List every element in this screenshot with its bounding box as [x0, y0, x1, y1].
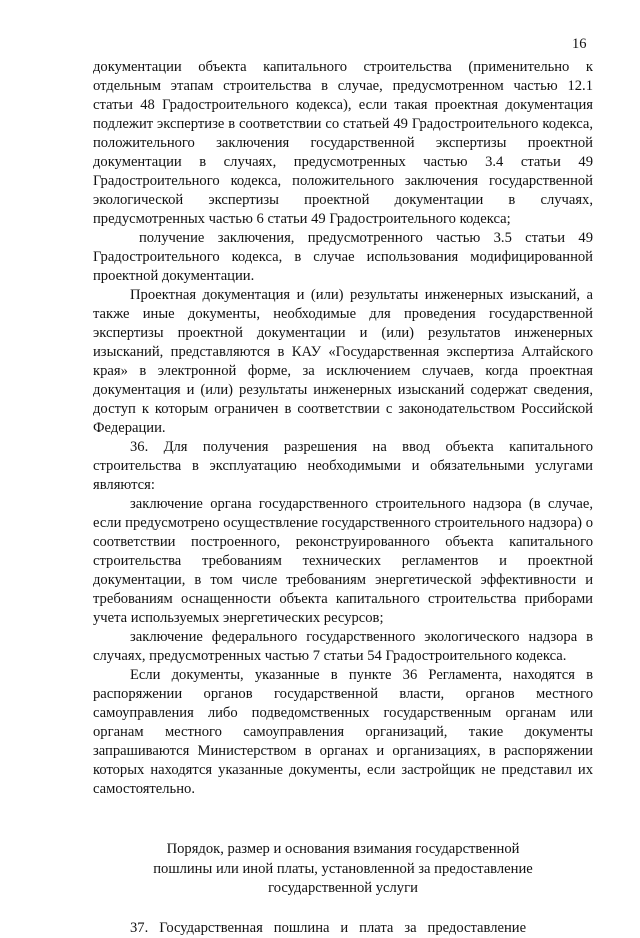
paragraph-item-37: 37. Государственная пошлина и плата за предоставление	[130, 919, 527, 936]
paragraph-item-36: 36. Для получения разрешения на ввод объекта капитального строительства в эксплуатацию необходимыми и обязательными услугами являются:	[93, 439, 593, 493]
section-heading-line-3: государственной услуги	[268, 880, 418, 896]
paragraph-conclusion-item: получение заключения, предусмотренного частью 3.5 статьи 49 Градостроительного кодекса, в случае использования модифицированной проектной документации.	[93, 230, 593, 284]
paragraph-continuation: документации объекта капитального строительства (применительно к отдельным этапам строительства в случае, предусмотренном частью 12.1 статьи 48 Градостроительного кодекса), если такая проектная документация подлежит экспертизе в соответствии со статьей 49 Градостроительного кодекса, положительного заключения государственной экспертизы проектной документации в случаях, предусмотренных частью 3.4 статьи 49 Градостроительного кодекса, положительного заключения государственной экологической экспертизы проектной документации в случаях, предусмотренных частью 6 статьи 49 Градостроительного кодекса;	[93, 59, 593, 227]
paragraph-project-docs: Проектная документация и (или) результаты инженерных изысканий, а также иные документы, необходимые для проведения государственной экспертизы проектной документации и (или) результатов инженерных изысканий, представляются в КАУ «Государственная экспертиза Алтайского края» в электронной форме, за исключением случаев, когда проектная документация и (или) результаты инженерных изысканий содержат сведения, доступ к которым ограничен в соответствии с законодательством Российской Федерации.	[93, 287, 593, 436]
section-heading-line-1: Порядок, размер и основания взимания государственной	[166, 841, 520, 857]
document-body	[93, 58, 593, 938]
paragraph-state-supervision: заключение органа государственного строительного надзора (в случае, если предусмотрено осуществление государственного строительного надзора) о соответствии построенного, реконструированного объекта капитального строительства требованиям технических регламентов и проектной документации, в том числе требованиям энергетической эффективности и требованиям оснащенности объекта капитального строительства приборами учета используемых энергетических ресурсов;	[93, 496, 593, 626]
paragraph-documents-request: Если документы, указанные в пункте 36 Регламента, находятся в распоряжении органов государственной власти, органов местного самоуправления либо подведомственных государственным органам или органам местного самоуправления организаций, такие документы запрашиваются Министерством в органах и организациях, в распоряжении которых находятся указанные документы, если застройщик не представил их самостоятельно.	[93, 667, 593, 797]
paragraph-ecological-supervision: заключение федерального государственного экологического надзора в случаях, предусмотренных частью 7 статьи 54 Градостроительного кодекса.	[93, 629, 593, 664]
section-heading-line-2: пошлины или иной платы, установленной за предоставление	[153, 860, 533, 877]
page-number: 16	[572, 36, 587, 52]
section-heading	[93, 840, 593, 899]
